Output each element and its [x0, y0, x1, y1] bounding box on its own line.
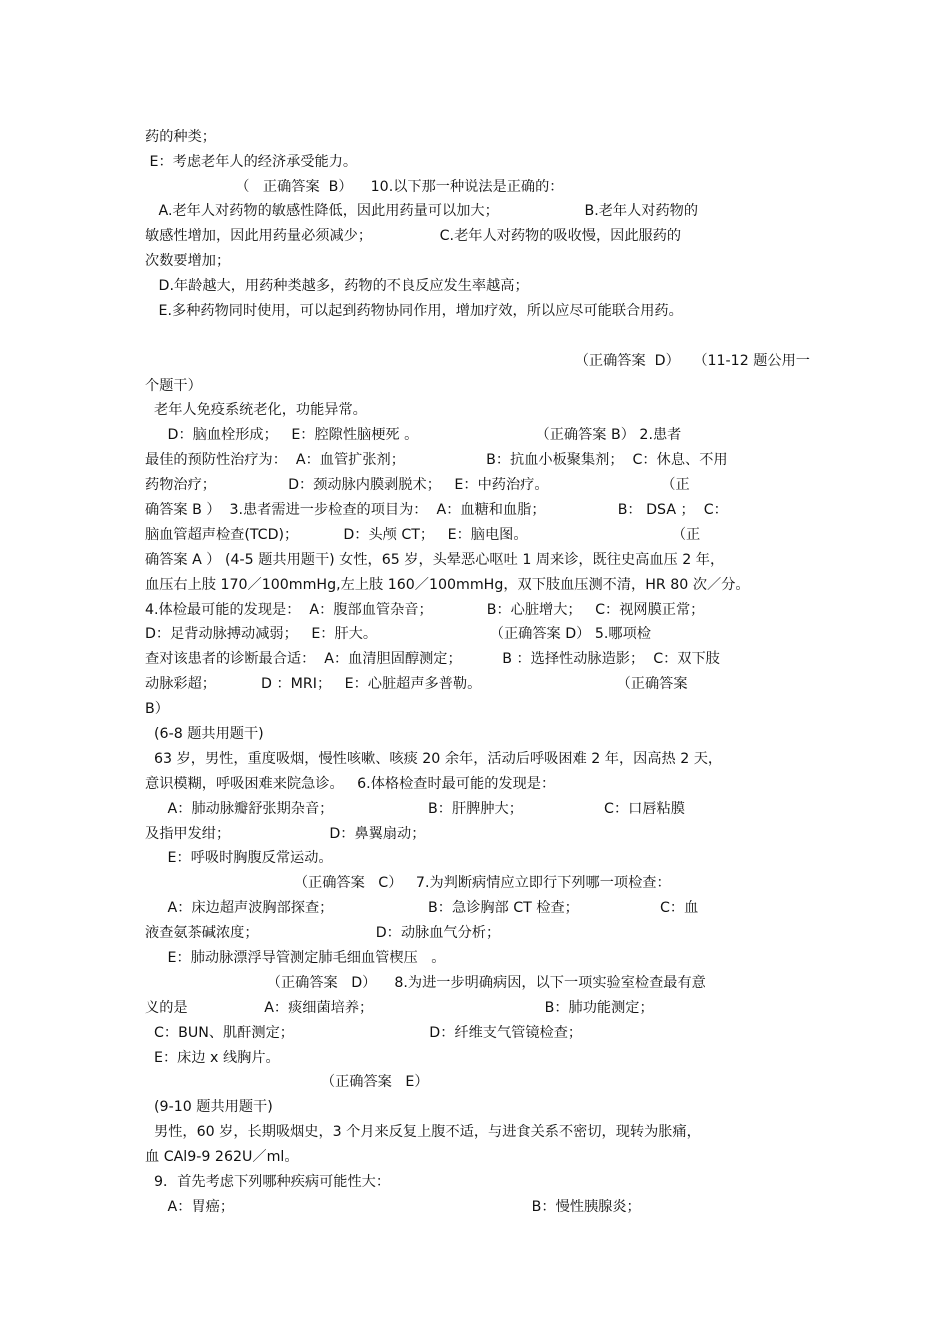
text-line: D：脑血栓形成； E：腔隙性脑梗死 。 （正确答案 B） 2.患者 [145, 427, 682, 443]
text-line: A：胃癌； B：慢性胰腺炎； [145, 1199, 641, 1215]
text-line: 次数要增加； [145, 253, 231, 269]
text-line: 4.体检最可能的发现是： A：腹部血管杂音； B：心脏增大； C：视网膜正常； [145, 602, 705, 618]
text-line: 个题干） [145, 378, 202, 394]
text-line: 敏感性增加，因此用药量必须减少； C.老年人对药物的吸收慢，因此服药的 [145, 228, 682, 244]
text-line: 查对该患者的诊断最合适： A：血清胆固醇测定； B ：选择性动脉造影； C：双下肢 [145, 651, 720, 667]
text-line: 最佳的预防性治疗为： A：血管扩张剂； B：抗血小板聚集剂； C：休息、不用 [145, 452, 728, 468]
text-line: E：考虑老年人的经济承受能力。 [145, 154, 358, 170]
text-line: 9．首先考虑下列哪种疾病可能性大： [145, 1174, 391, 1190]
text-line: 义的是 A：痰细菌培养； B：肺功能测定； [145, 1000, 654, 1016]
text-line: 确答案 A ） (4-5 题共用题干) 女性，65 岁，头晕恶心呕吐 1 周来诊，既往史高血压 2 年， [145, 552, 725, 568]
text-line: C：BUN、肌酐测定； D：纤维支气管镜检查； [145, 1025, 583, 1041]
text-line: 男性，60 岁，长期吸烟史，3 个月来反复上腹不适，与进食关系不密切，现转为胀痛， [145, 1124, 701, 1140]
text-line: （正确答案 D） 8.为进一步明确病因，以下一项实验室检查最有意 [145, 975, 706, 991]
text-line: 血压右上肢 170／100mmHg,左上肢 160／100mmHg，双下肢血压测不清，HR 80 次／分。 [145, 577, 750, 593]
text-line: 意识模糊，呼吸困难来院急诊。 6.体格检查时最可能的发现是： [145, 776, 556, 792]
text-line: （正确答案 D） （11-12 题公用一 [574, 353, 810, 369]
text-line: E.多种药物同时使用，可以起到药物协同作用，增加疗效，所以应尽可能联合用药。 [145, 303, 683, 319]
text-line: 及指甲发绀； D：鼻翼扇动； [145, 826, 426, 842]
text-line: E：肺动脉漂浮导管测定肺毛细血管楔压 。 [145, 950, 446, 966]
text-line: D：足背动脉搏动减弱； E：肝大。 （正确答案 D） 5.哪项检 [145, 626, 651, 642]
text-line: A：床边超声波胸部探查； B：急诊胸部 CT 检查； C：血 [145, 900, 699, 916]
text-line: 动脉彩超； D ：MRI； E：心脏超声多普勒。 （正确答案 [145, 676, 688, 692]
text-line: 老年人免疫系统老化，功能异常。 [145, 402, 367, 418]
text-line: 药物治疗； D：颈动脉内膜剥脱术； E：中药治疗。 （正 [145, 477, 690, 493]
text-line: D.年龄越大，用药种类越多，药物的不良反应发生率越高； [145, 278, 529, 294]
text-line: A.老年人对药物的敏感性降低，因此用药量可以加大； B.老年人对药物的 [145, 203, 699, 219]
text-line: （ 正确答案 B） 10.以下那一种说法是正确的： [145, 179, 564, 195]
text-line: 脑血管超声检查(TCD)； D：头颅 CT； E：脑电图。 （正 [145, 527, 701, 543]
text-line: B） [145, 701, 169, 717]
text-line: A：肺动脉瓣舒张期杂音； B：肝脾肿大； C：口唇粘膜 [145, 801, 685, 817]
text-line: 液查氨茶碱浓度； D：动脉血气分析； [145, 925, 501, 941]
text-line: （正确答案 E） [145, 1074, 429, 1090]
text-line: （正确答案 C） 7.为判断病情应立即行下列哪一项检查： [145, 875, 671, 891]
text-line: 63 岁，男性，重度吸烟，慢性咳嗽、咳痰 20 余年，活动后呼吸困难 2 年，因高热 2 天， [145, 751, 723, 767]
text-line: E：呼吸时胸腹反常运动。 [145, 850, 333, 866]
text-line: 确答案 B ） 3.患者需进一步检查的项目为： A：血糖和血脂； B： DSA ； C： [145, 502, 728, 518]
text-line: E：床边 x 线胸片。 [145, 1050, 280, 1066]
text-line: 血 CAl9-9 262U／ml。 [145, 1149, 299, 1165]
text-line: 药的种类； [145, 129, 216, 145]
text-line: (9-10 题共用题干) [145, 1099, 273, 1115]
text-line: (6-8 题共用题干) [145, 726, 264, 742]
